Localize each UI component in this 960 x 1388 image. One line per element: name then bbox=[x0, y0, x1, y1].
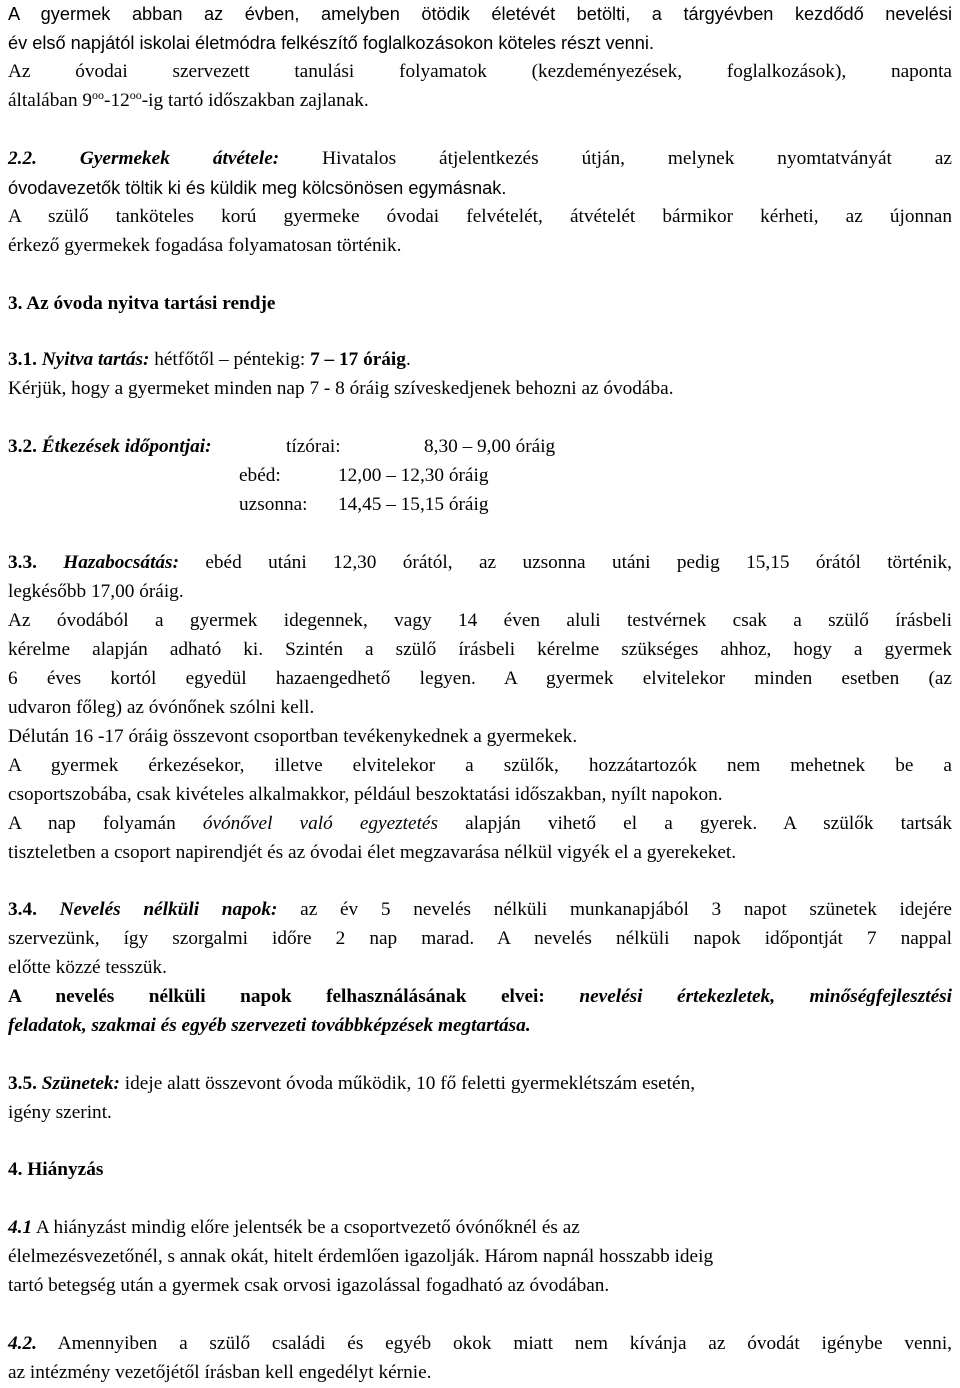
section-4-1-line-1: 4.1 A hiányzást mindig előre jelentsék be a csoportvezető óvónőknél és az bbox=[8, 1217, 580, 1238]
section-3-3-line-3: Az óvodából a gyermek idegennek, vagy 14 éven aluli testvérnek csak a szülő írásbeli bbox=[8, 610, 952, 631]
section-4-2-line-2: az intézmény vezetőjétől írásban kell engedélyt kérnie. bbox=[8, 1362, 432, 1383]
section-3-heading: 3. Az óvoda nyitva tartási rendje bbox=[8, 293, 276, 314]
section-4-1-line-2: élelmezésvezetőnél, s annak okát, hitelt érdemlően igazolják. Három napnál hosszabb ideig bbox=[8, 1246, 714, 1267]
section-4-2-line-1: 4.2. Amennyiben a szülő családi és egyéb okok miatt nem kívánja az óvodát igénybe venni, bbox=[8, 1333, 952, 1354]
section-3-5-line-2: igény szerint. bbox=[8, 1102, 112, 1123]
meal-row-ebed: ebéd: 12,00 – 12,30 óráig bbox=[239, 465, 489, 486]
section-3-1-line-2: Kérjük, hogy a gyermeket minden nap 7 - 8 óráig szíveskedjenek behozni az óvodába. bbox=[8, 378, 674, 399]
schedule-line-2: általában $9^{oo}-12^{oo}-ig$ tartó időszakban zajlanak. bbox=[8, 88, 369, 111]
section-3-3-line-2: legkésőbb 17,00 óráig. bbox=[8, 581, 184, 602]
meal-row-tizorai: tízórai: 8,30 – 9,00 óráig bbox=[286, 436, 556, 457]
section-2-2-line-4: érkező gyermekek fogadása folyamatosan történik. bbox=[8, 235, 402, 256]
section-3-4-line-4: A nevelés nélküli napok felhasználásának elvei: nevelési értekezletek, minőségfejlesztési bbox=[8, 986, 952, 1007]
section-4-1-line-3: tartó betegség után a gyermek csak orvosi igazolással fogadható az óvodában. bbox=[8, 1275, 610, 1296]
schedule-line-1: Az óvodai szervezett tanulási folyamatok (kezdeményezések, foglalkozások), naponta bbox=[8, 61, 952, 82]
section-3-3-line-5: 6 éves kortól egyedül hazaengedhető legyen. A gyermek elvitelekor minden esetben (az bbox=[8, 668, 952, 689]
section-3-3-line-11: tiszteletben a csoport napirendjét és az óvodai élet megzavarása nélkül vigyék el a gyerekeket. bbox=[8, 842, 737, 863]
section-3-3-line-1: 3.3. Hazabocsátás: ebéd utáni 12,30 órától, az uzsonna utáni pedig 15,15 órától történik, bbox=[8, 552, 952, 573]
section-3-3-line-6: udvaron főleg) az óvónőnek szólni kell. bbox=[8, 697, 315, 718]
section-4-heading: 4. Hiányzás bbox=[8, 1159, 104, 1180]
section-3-4-line-5: feladatok, szakmai és egyéb szervezeti továbbképzések megtartása. bbox=[8, 1015, 531, 1036]
section-3-3-line-8: A gyermek érkezésekor, illetve elvitelekor a szülők, hozzátartozók nem mehetnek be a bbox=[8, 755, 952, 776]
intro-line-1: A gyermek abban az évben, amelyben ötödik életévét betölti, a tárgyévben kezdődő nevelési bbox=[8, 4, 952, 24]
section-2-2-line-1: 2.2. Gyermekek átvétele: Hivatalos átjelentkezés útján, melynek nyomtatványát az bbox=[8, 148, 952, 169]
meal-row-uzsonna: uzsonna: 14,45 – 15,15 óráig bbox=[239, 494, 489, 515]
section-3-4-line-3: előtte közzé tesszük. bbox=[8, 957, 168, 978]
section-2-2-line-3: A szülő tanköteles korú gyermeke óvodai felvételét, átvételét bármikor kérheti, az újonnan bbox=[8, 206, 952, 227]
section-3-3-line-9: csoportszobába, csak kivételes alkalmakkor, például beszoktatási időszakban, nyílt napokon. bbox=[8, 784, 723, 805]
section-3-3-line-4: kérelme alapján adható ki. Szintén a szülő írásbeli kérelme szükséges ahhoz, hogy a gyermek bbox=[8, 639, 952, 660]
section-3-2-line-1: 3.2. Étkezések időpontjai: bbox=[8, 436, 212, 457]
intro-line-2: év első napjától iskolai életmódra felkészítő foglalkozásokon köteles részt venni. bbox=[8, 33, 655, 53]
section-3-4-line-2: szervezünk, így szorgalmi időre 2 nap marad. A nevelés nélküli napok időpontját 7 nappal bbox=[8, 928, 952, 949]
section-3-3-line-7: Délután 16 -17 óráig összevont csoportban tevékenykednek a gyermekek. bbox=[8, 726, 578, 747]
section-3-5-line-1: 3.5. Szünetek: ideje alatt összevont óvoda működik, 10 fő feletti gyermeklétszám esetén, bbox=[8, 1073, 696, 1094]
section-3-3-line-10: A nap folyamán óvónővel való egyeztetés alapján vihető el a gyerek. A szülők tartsák bbox=[8, 813, 952, 834]
section-3-1-line-1: 3.1. Nyitva tartás: hétfőtől – péntekig: 7 – 17 óráig. bbox=[8, 349, 411, 370]
section-3-4-line-1: 3.4. Nevelés nélküli napok: az év 5 nevelés nélküli munkanapjából 3 napot szünetek idejére bbox=[8, 899, 952, 920]
section-2-2-line-2: óvodavezetők töltik ki és küldik meg kölcsönösen egymásnak. bbox=[8, 178, 507, 198]
